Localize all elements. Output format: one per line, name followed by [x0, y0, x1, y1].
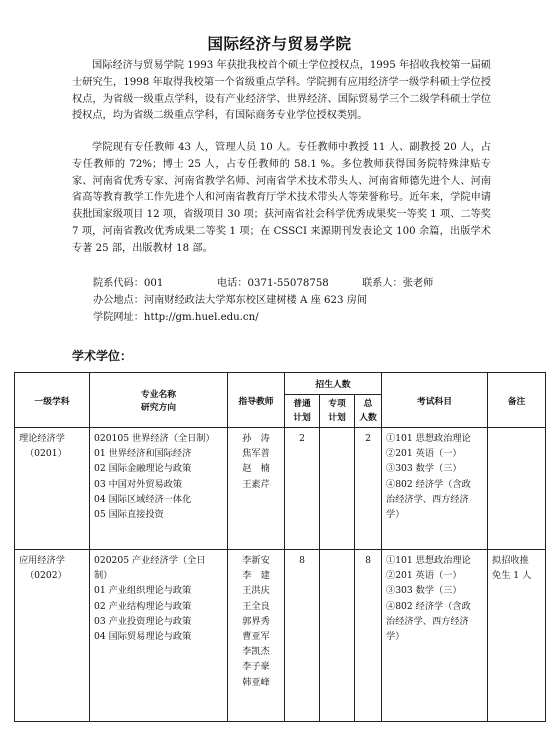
- exam-cell: [382, 428, 488, 550]
- discipline-cell: [15, 428, 90, 550]
- supervisor-name: 李 建: [242, 570, 270, 582]
- discipline-name: 应用经济学: [19, 555, 65, 566]
- header-notes: 备注: [488, 373, 546, 428]
- supervisor-name: 李子豪: [242, 661, 270, 673]
- special-count: [320, 550, 355, 722]
- header-discipline: 一级学科: [15, 373, 90, 428]
- supervisor-cell: [228, 428, 285, 550]
- major-line: 03 产业投资理论与政策: [94, 615, 192, 627]
- header-major: [90, 373, 228, 428]
- header-total: [355, 395, 382, 428]
- header-supervisor: 指导教师: [228, 373, 285, 428]
- major-cell: [90, 428, 228, 550]
- regular-count: 2: [285, 428, 320, 550]
- supervisor-cell: [228, 550, 285, 722]
- supervisor-name: 郭界秀: [242, 615, 270, 627]
- note-line: 免生 1 人: [492, 570, 532, 582]
- admissions-table: [14, 372, 546, 722]
- table-row: [15, 428, 546, 550]
- page-title: 国际经济与贸易学院: [207, 35, 352, 53]
- major-line: 01 产业组织理论与政策: [94, 585, 192, 597]
- notes-cell: [488, 550, 546, 722]
- note-line: 拟招收推: [492, 555, 529, 566]
- major-line: 020205 产业经济学（全日: [94, 555, 206, 566]
- table-row: [15, 550, 546, 722]
- exam-line: ③303 数学（三）: [386, 585, 462, 597]
- contact-person: 联系人：张老师: [362, 278, 434, 289]
- office-address: 办公地点：河南财经政法大学郑东校区建树楼 A 座 623 房间: [93, 295, 368, 306]
- discipline-cell: [15, 550, 90, 722]
- special-count: [320, 428, 355, 550]
- exam-line: ④802 经济学（含政: [386, 600, 471, 612]
- supervisor-name: 韩亚峰: [242, 676, 270, 688]
- major-line: 02 国际金融理论与政策: [94, 463, 192, 475]
- table-header-row: [15, 373, 546, 395]
- section-title: 学术学位：: [72, 349, 133, 363]
- contact-phone: 电话：0371-55078758: [217, 278, 329, 289]
- discipline-name: 理论经济学: [19, 433, 65, 444]
- supervisor-name: 焦军普: [242, 448, 270, 460]
- exam-line: ①101 思想政治理论: [386, 433, 471, 444]
- header-total-2: 人数: [359, 413, 377, 423]
- notes-cell: [488, 428, 546, 550]
- major-line: 04 国际区域经济一体化: [94, 493, 192, 505]
- discipline-code: （0201）: [25, 448, 67, 460]
- college-website: 学院网址：http://gm.huel.edu.cn/: [93, 312, 259, 323]
- major-line: 04 国际贸易理论与政策: [94, 631, 192, 643]
- supervisor-name: 曹亚军: [242, 631, 270, 643]
- header-major-name: 专业名称: [140, 390, 177, 400]
- exam-line: 治经济学、西方经济: [386, 493, 469, 505]
- faculty-paragraph: 学院现有专任教师 43 人，管理人员 10 人。专任教师中教授 11 人、副教授 20 人，占专任教师的 72%；博士 25 人，占专任教师的 58.1 %。多位教师获得国务院特殊津贴专家、河南省优秀专家、河南省教学名师、河南省学术技术带头人、河南省师德先进个人、河南省高等教育教学工作先进个人和河南省教育厅学术技术带头人等荣誉称号。近年来，学院申请获批国家级项目 12 项，省级项目 30 项；获河南省社会科学优秀成果奖一等奖 1 项、二等奖 7 项，河南省教改优秀成果二等奖 1 项；在 CSSCI 来源期刊发表论文 100 余篇，出版学术专著 25 部，出版教材 18 部。: [72, 142, 491, 254]
- regular-count: 8: [285, 550, 320, 722]
- exam-line: 学）: [386, 509, 405, 521]
- supervisor-name: 李新安: [242, 555, 270, 566]
- major-line: 020105 世界经济（全日制）: [94, 433, 215, 444]
- header-research-direction: 研究方向: [140, 403, 177, 413]
- header-special-plan: [320, 395, 355, 428]
- header-special-2: 计划: [328, 413, 346, 423]
- total-count: 8: [355, 550, 382, 722]
- exam-line: 学）: [386, 631, 405, 643]
- total-count: 2: [355, 428, 382, 550]
- exam-line: ①101 思想政治理论: [386, 555, 471, 566]
- discipline-code: （0202）: [25, 570, 67, 582]
- header-total-1: 总: [363, 399, 373, 409]
- major-line: 05 国际直接投资: [94, 509, 164, 521]
- supervisor-name: 赵 楠: [242, 463, 270, 475]
- college-code: 院系代码：001: [93, 278, 164, 289]
- supervisor-name: 孙 涛: [242, 433, 270, 444]
- major-line: 制）: [94, 570, 113, 582]
- header-regular-plan: [285, 395, 320, 428]
- supervisor-name: 李凯杰: [242, 646, 270, 658]
- header-enrollment: 招生人数: [285, 373, 382, 395]
- major-line: 03 中国对外贸易政策: [94, 478, 183, 490]
- exam-line: ③303 数学（三）: [386, 463, 462, 475]
- major-cell: [90, 550, 228, 722]
- header-regular-2: 计划: [293, 413, 311, 423]
- exam-line: ②201 英语（一）: [386, 570, 462, 582]
- major-line: 01 世界经济和国际经济: [94, 448, 192, 460]
- header-exam: 考试科目: [382, 373, 488, 428]
- exam-cell: [382, 550, 488, 722]
- exam-line: ④802 经济学（含政: [386, 478, 471, 490]
- intro-paragraph: 国际经济与贸易学院 1993 年获批我校首个硕士学位授权点，1995 年招收我校第一届硕士研究生，1998 年取得我校第一个省级重点学科。学院拥有应用经济学一级学科硕士学位授权点，为省级一级重点学科，设有产业经济学、世界经济、国际贸易学三个二级学科硕士学位授权点，均为省级二级重点学科，有国际商务专业学位授权类别。: [72, 60, 491, 122]
- contact-line: [93, 276, 433, 292]
- supervisor-name: 王素芹: [242, 478, 270, 490]
- major-line: 02 产业结构理论与政策: [94, 600, 192, 612]
- header-regular-1: 普通: [293, 399, 311, 409]
- exam-line: ②201 英语（一）: [386, 448, 462, 460]
- exam-line: 治经济学、西方经济: [386, 615, 469, 627]
- header-special-1: 专项: [328, 399, 346, 409]
- supervisor-name: 王全良: [242, 600, 270, 612]
- supervisor-name: 王洪庆: [242, 585, 270, 597]
